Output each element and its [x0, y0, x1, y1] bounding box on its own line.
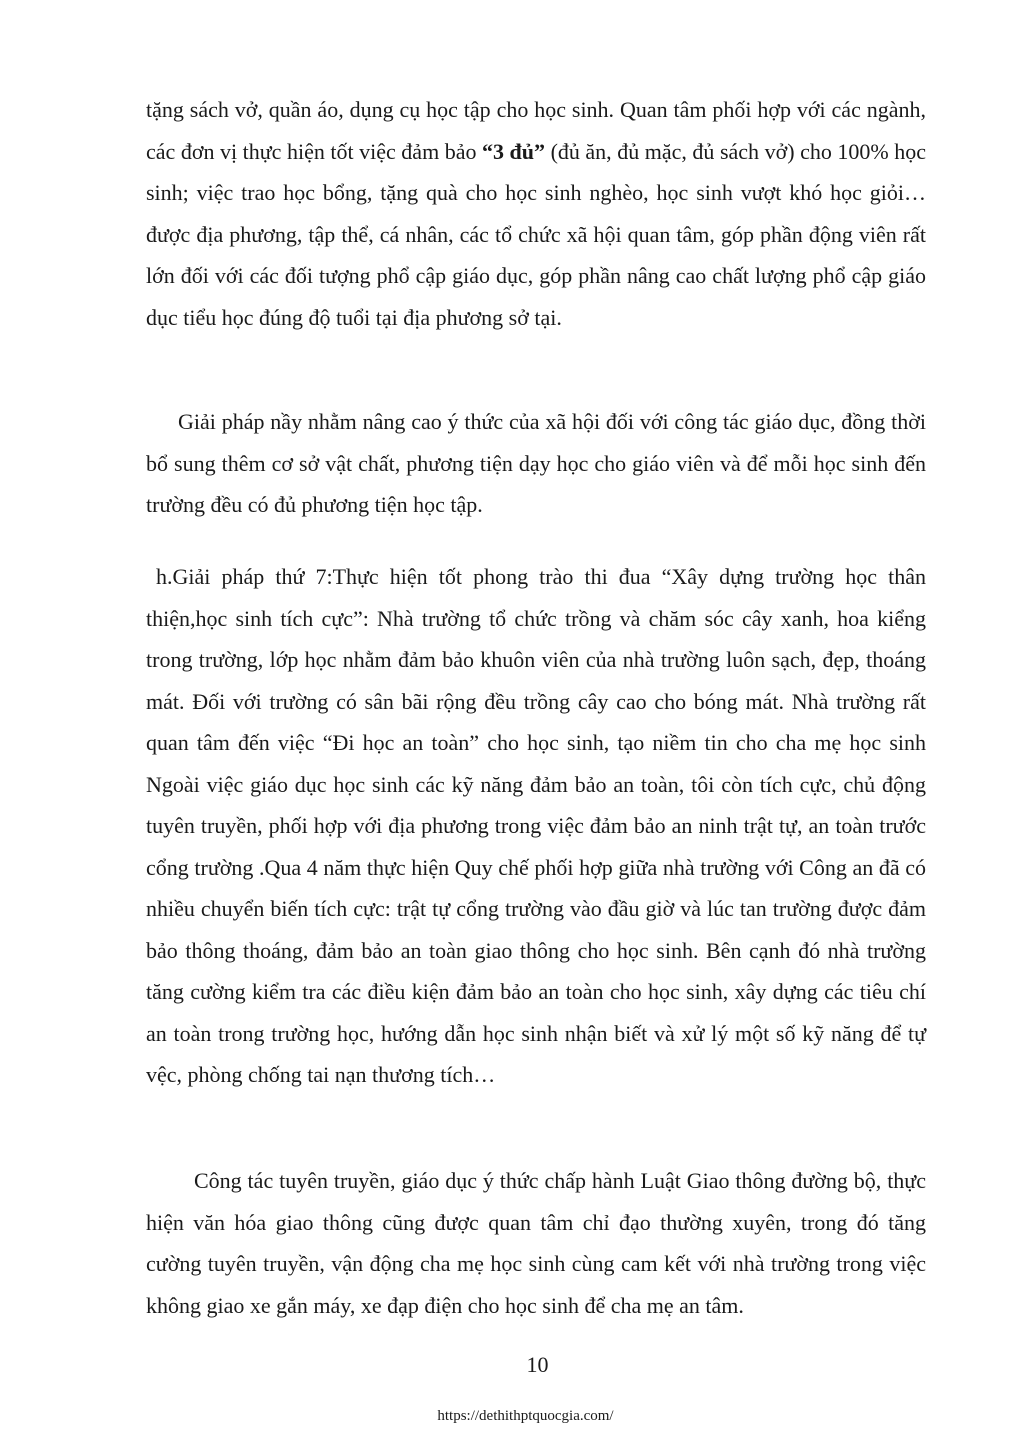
paragraph-traffic-safety: Công tác tuyên truyền, giáo dục ý thức chấp hành Luật Giao thông đường bộ, thực hiện văn hóa giao thông cũng được quan tâm chỉ đạo thường xuyên, trong đó tăng cường tuyên truyền, vận động cha mẹ học sinh cùng cam kết với nhà trường trong việc không giao xe gắn máy, xe đạp điện cho học sinh để cha mẹ an tâm. — [146, 1168, 926, 1318]
paragraph-support-3-du — [146, 89, 926, 338]
footer-url: https://dethithptquocgia.com/ — [437, 1408, 614, 1424]
page-number: 10 — [526, 1352, 549, 1377]
bold-phrase-3-du: “3 đủ” — [482, 138, 546, 164]
paragraph-text: tặng sách vở, quần áo, dụng cụ học tập cho học sinh. Quan tâm phối hợp với các ngành, các đơn vị thực hiện tốt việc đảm bảo — [146, 97, 926, 164]
paragraph-solution-purpose: Giải pháp nầy nhằm nâng cao ý thức của xã hội đối với công tác giáo dục, đồng thời bổ sung thêm cơ sở vật chất, phương tiện dạy học cho giáo viên và để mỗi học sinh đến trường đều có đủ phương tiện học tập. — [146, 409, 926, 517]
paragraph-solution-7: h.Giải pháp thứ 7:Thực hiện tốt phong trào thi đua “Xây dựng trường học thân thiện,học sinh tích cực”: Nhà trường tổ chức trồng và chăm sóc cây xanh, hoa kiểng trong trường, lớp học nhằm đảm bảo khuôn viên của nhà trường luôn sạch, đẹp, thoáng mát. Đối với trường có sân bãi rộng đều trồng cây cao cho bóng mát. Nhà trường rất quan tâm đến việc “Đi học an toàn” cho học sinh, tạo niềm tin cho cha mẹ học sinh Ngoài việc giáo dục học sinh các kỹ năng đảm bảo an toàn, tôi còn tích cực, chủ động tuyên truyền, phối hợp với địa phương trong việc đảm bảo an ninh trật tự, an toàn trước cổng trường .Qua 4 năm thực hiện Quy chế phối hợp giữa nhà trường với Công an đã có nhiều chuyển biến tích cực: trật tự cổng trường vào đầu giờ và lúc tan trường được đảm bảo thông thoáng, đảm bảo an toàn giao thông cho học sinh. Bên cạnh đó nhà trường tăng cường kiểm tra các điều kiện đảm bảo an toàn cho học sinh, xây dựng các tiêu chí an toàn trong trường học, hướng dẫn học sinh nhận biết và xử lý một số kỹ năng để tự vệc, phòng chống tai nạn thương tích… — [146, 564, 926, 1087]
paragraph-text: (đủ ăn, đủ mặc, đủ sách vở) cho 100% học sinh; việc trao học bổng, tặng quà cho học sinh nghèo, học sinh vượt khó học giỏi… được địa phương, tập thể, cá nhân, các tổ chức xã hội quan tâm, góp phần động viên rất lớn đối với các đối tượng phổ cập giáo dục, góp phần nâng cao chất lượng phổ cập giáo dục tiểu học đúng độ tuổi tại địa phương sở tại. — [146, 138, 926, 330]
